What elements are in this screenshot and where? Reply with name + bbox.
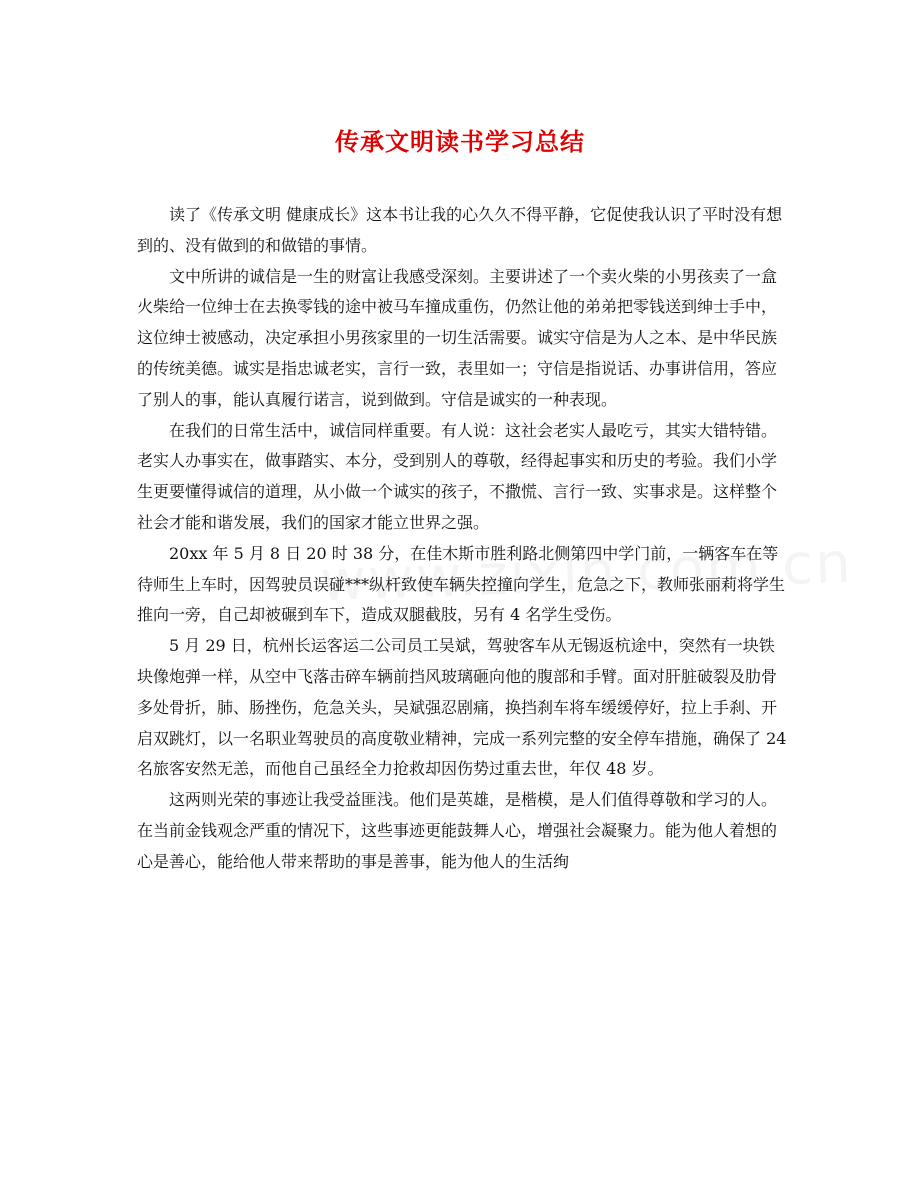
paragraph-2: 文中所讲的诚信是一生的财富让我感受深刻。主要讲述了一个卖火柴的小男孩卖了一盒火柴给一位绅士在去换零钱的途中被马车撞成重伤，仍然让他的弟弟把零钱送到绅士手中，这位绅士被感动，决定承担小男孩家里的一切生活需要。诚实守信是为人之本、是中华民族的传统美德。诚实是指忠诚老实，言行一致，表里如一；守信是指说话、办事讲信用，答应了别人的事，能认真履行诺言，说到做到。守信是诚实的一种表现。	[137, 266, 778, 409]
paragraph-4: 20xx 年 5 月 8 日 20 时 38 分，在佳木斯市胜利路北侧第四中学门前，一辆客车在等待师生上车时，因驾驶员误碰***纵杆致使车辆失控撞向学生，危急之下，教师张丽莉将学生推向一旁，自己却被碾到车下，造成双腿截肢，另有 4 名学生受伤。	[137, 543, 786, 625]
paragraph-1: 读了《传承文明 健康成长》这本书让我的心久久不得平静，它促使我认识了平时没有想到的、没有做到的和做错的事情。	[137, 205, 783, 255]
document-title: 传承文明读书学习总结	[335, 127, 585, 156]
paragraph-6: 这两则光荣的事迹让我受益匪浅。他们是英雄，是楷模，是人们值得尊敬和学习的人。在当前金钱观念严重的情况下，这些事迹更能鼓舞人心，增强社会凝聚力。能为他人着想的心是善心，能给他人带来帮助的事是善事，能为他人的生活绚	[137, 790, 778, 871]
document-body	[137, 200, 787, 878]
paragraph-3: 在我们的日常生活中，诚信同样重要。有人说：这社会老实人最吃亏，其实大错特错。老实人办事实在，做事踏实、本分，受到别人的尊敬，经得起事实和历史的考验。我们小学生更要懂得诚信的道理，从小做一个诚实的孩子，不撒慌、言行一致、实事求是。这样整个社会才能和谐发展，我们的国家才能立世界之强。	[137, 420, 778, 532]
paragraph-5: 5 月 29 日，杭州长运客运二公司员工吴斌，驾驶客车从无锡返杭途中，突然有一块铁块像炮弹一样，从空中飞落击碎车辆前挡风玻璃砸向他的腹部和手臂。面对肝脏破裂及肋骨多处骨折，肺、肠挫伤，危急关头，吴斌强忍剧痛，换挡刹车将车缓缓停好，拉上手刹、开启双跳灯，以一名职业驾驶员的高度敬业精神，完成一系列完整的安全停车措施，确保了 24 名旅客安然无恙，而他自己虽经全力抢救却因伤势过重去世，年仅 48 岁。	[137, 636, 787, 779]
